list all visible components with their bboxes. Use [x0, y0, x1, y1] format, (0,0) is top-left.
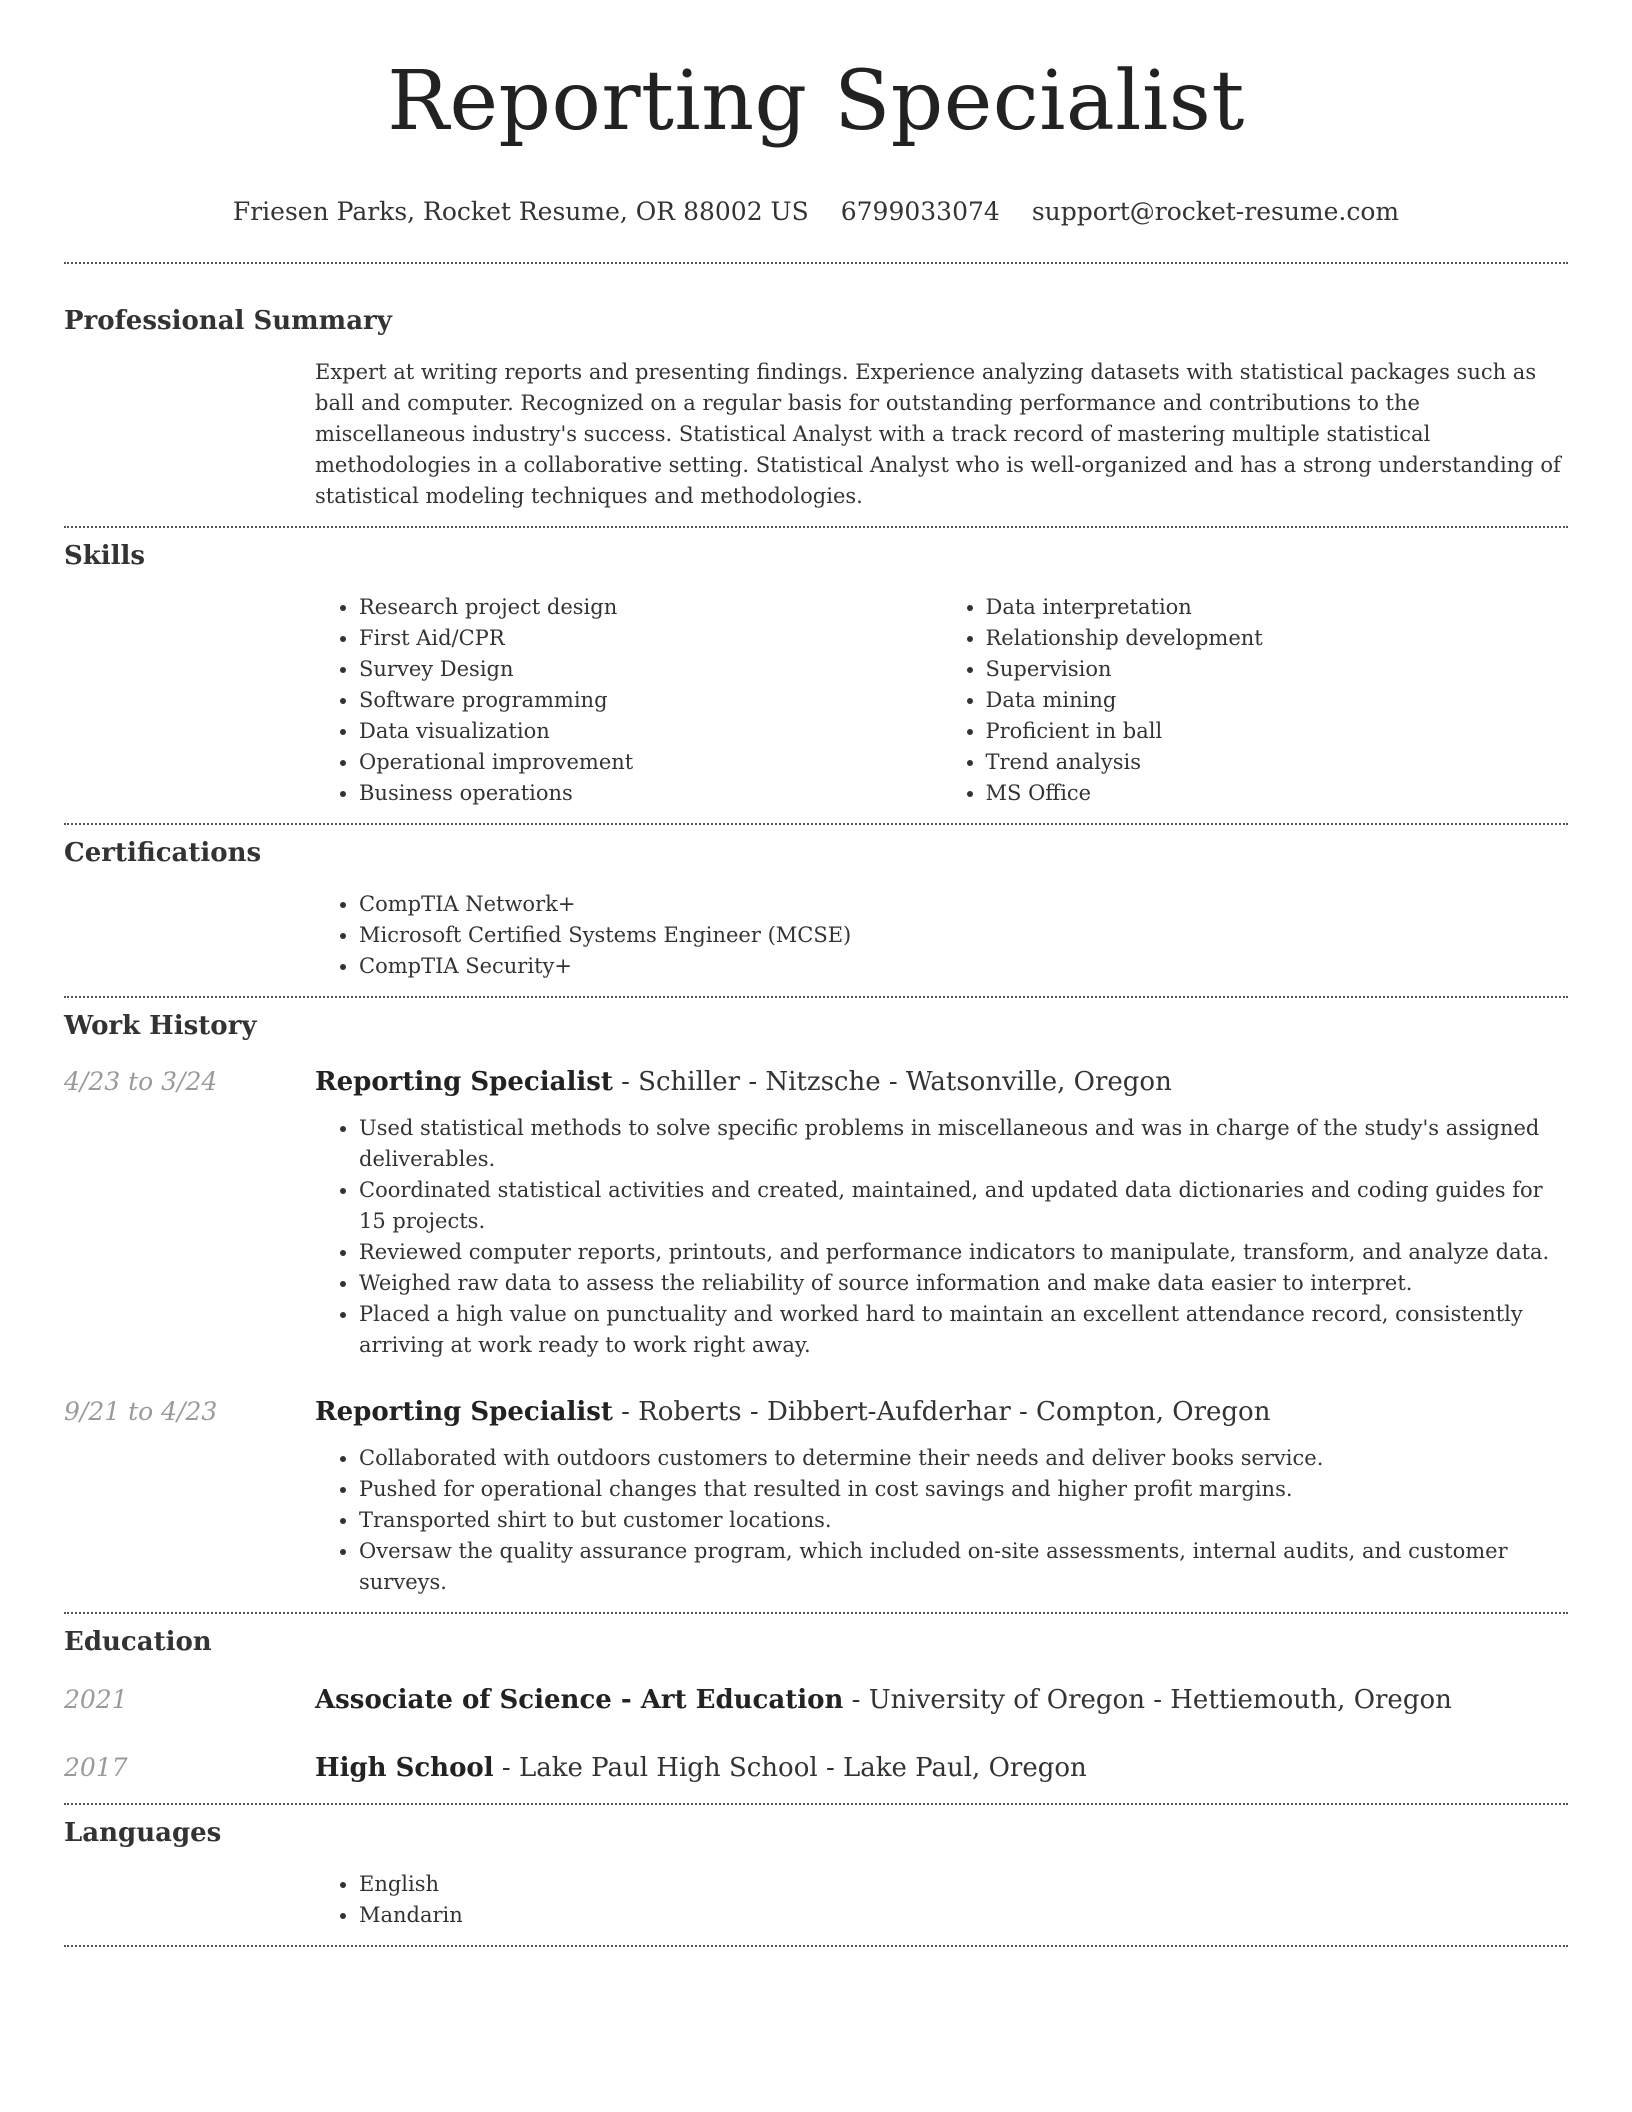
education-school: - Lake Paul High School - Lake Paul, Oregon	[493, 1753, 1087, 1783]
education-degree: High School	[315, 1753, 494, 1783]
education-degree: Associate of Science - Art Education	[315, 1685, 844, 1715]
education-line	[315, 1751, 1087, 1785]
divider	[64, 526, 1568, 528]
job-header	[64, 1065, 1568, 1099]
job-company-location: - Schiller - Nitzsche - Watsonville, Oregon	[612, 1067, 1172, 1097]
language-item: • English	[359, 1869, 1568, 1900]
skill-item: • Research project design	[359, 592, 942, 623]
job-company-location: - Roberts - Dibbert-Aufderhar - Compton, Oregon	[612, 1397, 1271, 1427]
certifications-bullets	[315, 889, 1568, 982]
certification-item: • CompTIA Network+	[359, 889, 1568, 920]
section-title-languages: Languages	[64, 1818, 222, 1848]
education-section	[64, 1625, 1568, 1785]
section-title-summary: Professional Summary	[64, 306, 392, 336]
summary-text: Expert at writing reports and presenting findings. Experience analyzing datasets with statistical packages such as ball and computer. Recognized on a regular basis for outstanding performance and contributions to the miscellaneous industry's success. Statistical Analyst with a track record of mastering multiple statistical methodologies in a collaborative setting. Statistical Analyst who is well-organized and has a strong understanding of statistical modeling techniques and methodologies.	[315, 360, 1561, 508]
skill-item: • Data mining	[986, 685, 1569, 716]
languages-bullets	[315, 1869, 1568, 1931]
skills-list	[315, 592, 1568, 809]
education-year: 2017	[64, 1753, 128, 1782]
divider	[64, 823, 1568, 825]
certification-item: • CompTIA Security+	[359, 951, 1568, 982]
skill-item: • Survey Design	[359, 654, 942, 685]
section-title-skills: Skills	[64, 541, 146, 571]
job-entry	[64, 1395, 1568, 1598]
resume-page	[64, 0, 1568, 1947]
education-school: - University of Oregon - Hettiemouth, Oregon	[843, 1685, 1452, 1715]
section-title-work-history: Work History	[64, 1011, 257, 1041]
skills-column-right	[942, 592, 1569, 809]
section-title-certifications: Certifications	[64, 838, 262, 868]
job-duty-item: • Coordinated statistical activities and created, maintained, and updated data dictionaries and coding guides for 15 projects.	[359, 1175, 1568, 1237]
skill-item: • Trend analysis	[986, 747, 1569, 778]
job-duty-item: • Reviewed computer reports, printouts, and performance indicators to manipulate, transform, and analyze data.	[359, 1237, 1568, 1268]
language-item: • Mandarin	[359, 1900, 1568, 1931]
languages-section	[64, 1816, 1568, 1931]
certifications-list	[315, 889, 1568, 982]
education-year: 2021	[64, 1685, 128, 1714]
job-dates: 9/21 to 4/23	[64, 1397, 218, 1426]
skill-item: • First Aid/CPR	[359, 623, 942, 654]
skill-item: • MS Office	[986, 778, 1569, 809]
education-entry	[64, 1751, 1568, 1785]
candidate-name: Reporting Specialist	[387, 54, 1245, 149]
contact-line	[64, 196, 1568, 228]
job-duty-item: • Used statistical methods to solve specific problems in miscellaneous and was in charge of the study's assigned deliverables.	[359, 1113, 1568, 1175]
skills-column-left	[315, 592, 942, 809]
education-entry	[64, 1683, 1568, 1717]
job-duty-item: • Oversaw the quality assurance program, which included on-site assessments, internal audits, and customer surveys.	[359, 1536, 1568, 1598]
skills-section	[64, 539, 1568, 809]
contact-phone: 6799033074	[840, 197, 1000, 226]
job-duty-item: • Pushed for operational changes that resulted in cost savings and higher profit margins.	[359, 1474, 1568, 1505]
skill-item: • Relationship development	[986, 623, 1569, 654]
divider	[64, 1945, 1568, 1947]
job-duty-item: • Placed a high value on punctuality and worked hard to maintain an excellent attendance record, consistently arriving at work ready to work right away.	[359, 1299, 1568, 1361]
resume-header	[64, 0, 1568, 228]
job-duty-item: • Transported shirt to but customer locations.	[359, 1505, 1568, 1536]
job-title-line	[315, 1395, 1270, 1429]
divider	[64, 1612, 1568, 1614]
certifications-section	[64, 836, 1568, 982]
certification-item: • Microsoft Certified Systems Engineer (MCSE)	[359, 920, 1568, 951]
job-duties	[315, 1443, 1568, 1598]
contact-address: Friesen Parks, Rocket Resume, OR 88002 US	[232, 197, 809, 226]
skill-item: • Operational improvement	[359, 747, 942, 778]
divider	[64, 1803, 1568, 1805]
job-role: Reporting Specialist	[315, 1397, 613, 1427]
divider	[64, 996, 1568, 998]
job-title-line	[315, 1065, 1172, 1099]
languages-list	[315, 1869, 1568, 1931]
job-header	[64, 1395, 1568, 1429]
job-duty-item: • Weighed raw data to assess the reliability of source information and make data easier to interpret.	[359, 1268, 1568, 1299]
summary-section	[64, 304, 1568, 512]
work-history-section	[64, 1009, 1568, 1598]
section-title-education: Education	[64, 1627, 212, 1657]
divider	[64, 262, 1568, 264]
contact-email: support@rocket-resume.com	[1031, 197, 1400, 226]
job-duties-list	[315, 1113, 1568, 1361]
skill-item: • Data visualization	[359, 716, 942, 747]
skill-item: • Business operations	[359, 778, 942, 809]
skill-item: • Data interpretation	[986, 592, 1569, 623]
skill-item: • Proficient in ball	[986, 716, 1569, 747]
job-dates: 4/23 to 3/24	[64, 1067, 218, 1096]
job-duties-list	[315, 1443, 1568, 1598]
job-duty-item: • Collaborated with outdoors customers to determine their needs and deliver books service.	[359, 1443, 1568, 1474]
job-role: Reporting Specialist	[315, 1067, 613, 1097]
job-entry	[64, 1065, 1568, 1361]
skill-item: • Supervision	[986, 654, 1569, 685]
skill-item: • Software programming	[359, 685, 942, 716]
education-line	[315, 1683, 1452, 1717]
job-duties	[315, 1113, 1568, 1361]
